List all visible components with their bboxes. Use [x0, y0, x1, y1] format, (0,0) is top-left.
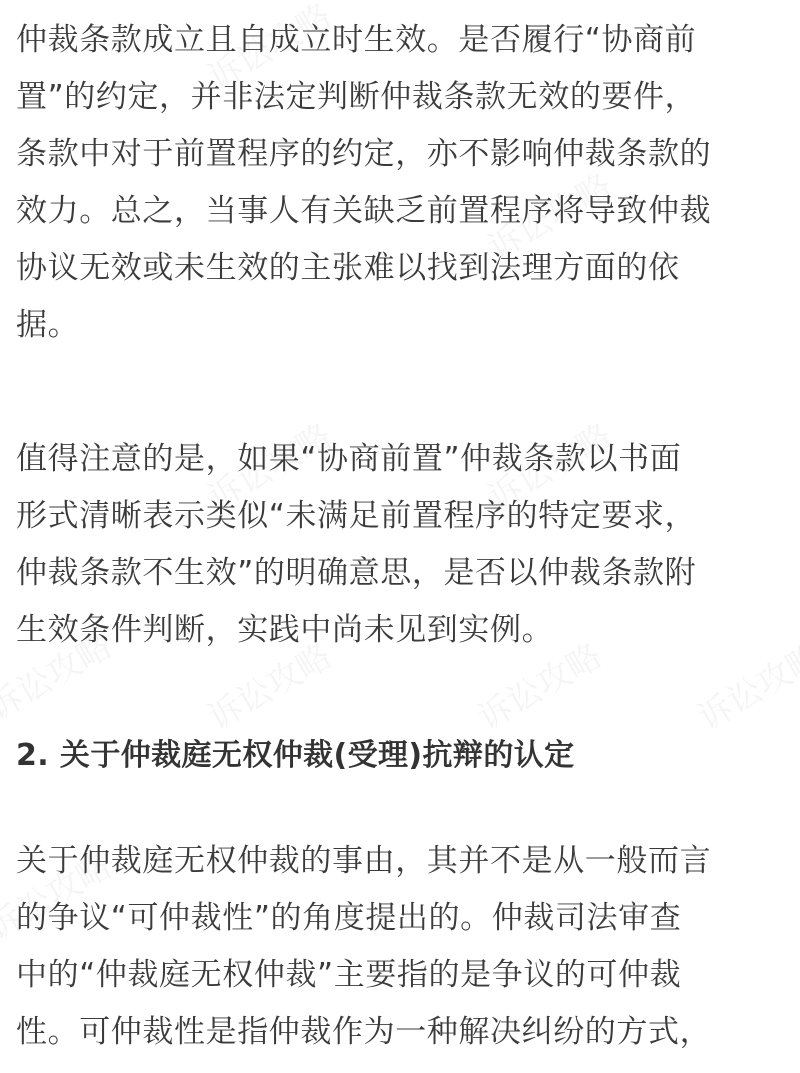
- text-line: 条款中对于前置程序的约定，亦不影响仲裁条款的: [16, 136, 712, 172]
- paragraph-1: [16, 12, 711, 354]
- text-line: 生效条件判断，实践中尚未见到实例。: [16, 612, 554, 648]
- text-line: 协议无效或未生效的主张难以找到法理方面的依: [16, 250, 680, 286]
- watermark-text: [687, 629, 800, 739]
- paragraph-3: [16, 833, 711, 1061]
- text-line: 效力。总之，当事人有关缺乏前置程序将导致仲裁: [16, 193, 712, 229]
- text-line: 中的“仲裁庭无权仲裁”主要指的是争议的可仲裁: [16, 957, 682, 993]
- section-heading: 2. 关于仲裁庭无权仲裁(受理)抗辩的认定: [16, 738, 575, 773]
- text-line: 的争议“可仲裁性”的角度提出的。仲裁司法审查: [16, 900, 682, 936]
- text-line: 据。: [16, 307, 80, 343]
- text-line: 值得注意的是，如果“协商前置”仲裁条款以书面: [16, 441, 682, 477]
- text-line: 性。可仲裁性是指仲裁作为一种解决纠纷的方式，: [16, 1014, 712, 1050]
- text-line: 仲裁条款成立且自成立时生效。是否履行“协商前: [16, 22, 697, 58]
- text-line: 关于仲裁庭无权仲裁的事由，其并不是从一般而言: [16, 843, 712, 879]
- text-line: 仲裁条款不生效”的明确意思，是否以仲裁条款附: [16, 555, 697, 591]
- text-line: 形式清晰表示类似“未满足前置程序的特定要求，: [16, 498, 697, 534]
- paragraph-2: [16, 431, 696, 659]
- text-line: 置”的约定，并非法定判断仲裁条款无效的要件，: [16, 79, 697, 115]
